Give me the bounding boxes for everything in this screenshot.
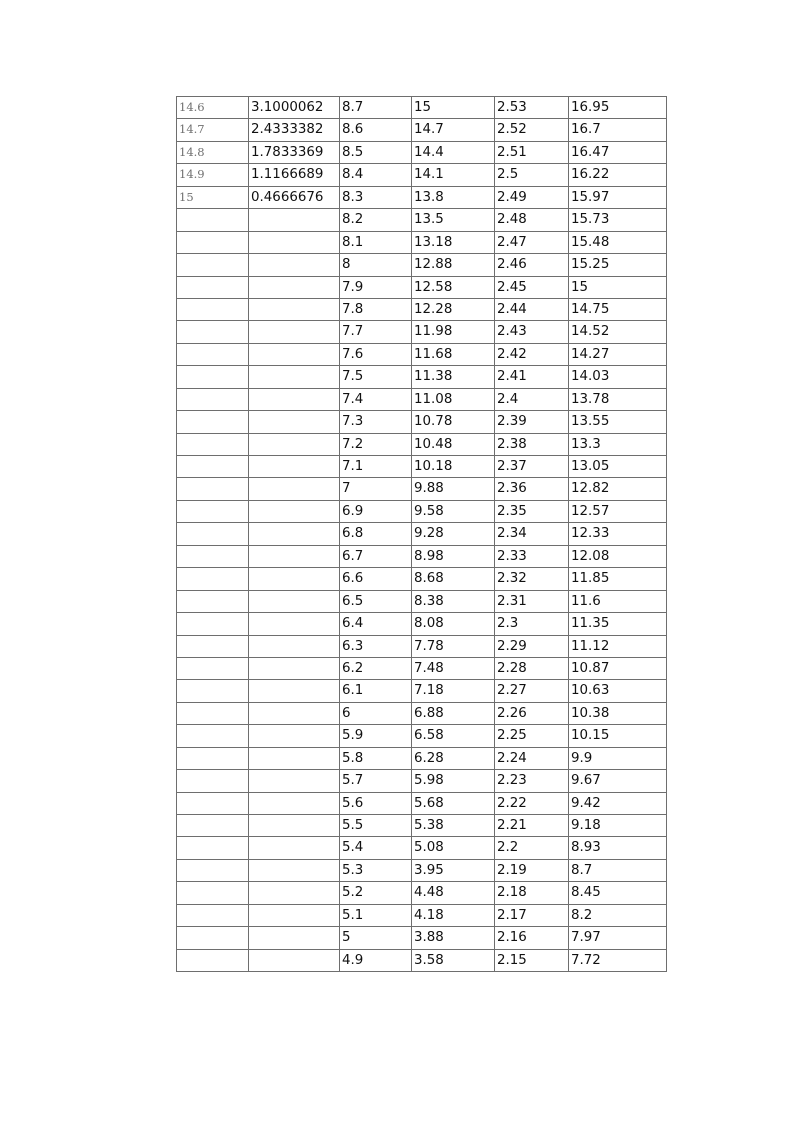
table-cell: 2.37 bbox=[495, 456, 569, 478]
table-cell bbox=[249, 590, 340, 612]
table-cell bbox=[249, 882, 340, 904]
table-cell bbox=[249, 747, 340, 769]
table-cell: 2.42 bbox=[495, 343, 569, 365]
table-cell: 11.35 bbox=[569, 613, 667, 635]
table-cell: 7.97 bbox=[569, 927, 667, 949]
table-cell: 9.18 bbox=[569, 815, 667, 837]
table-cell: 12.82 bbox=[569, 478, 667, 500]
table-cell bbox=[249, 702, 340, 724]
table-cell: 12.88 bbox=[412, 254, 495, 276]
table-cell: 14.9 bbox=[177, 164, 249, 186]
table-row bbox=[177, 613, 667, 635]
table-cell: 6.5 bbox=[340, 590, 412, 612]
table-cell: 13.05 bbox=[569, 456, 667, 478]
table-cell: 3.88 bbox=[412, 927, 495, 949]
table-cell bbox=[177, 545, 249, 567]
table-cell: 15.73 bbox=[569, 209, 667, 231]
table-cell bbox=[177, 590, 249, 612]
table-cell: 5.4 bbox=[340, 837, 412, 859]
table-cell: 2.25 bbox=[495, 725, 569, 747]
table-cell bbox=[177, 613, 249, 635]
table-cell bbox=[177, 343, 249, 365]
table-cell: 5.9 bbox=[340, 725, 412, 747]
table-cell: 6.28 bbox=[412, 747, 495, 769]
table-cell: 6.7 bbox=[340, 545, 412, 567]
table-cell bbox=[249, 209, 340, 231]
table-cell: 5.08 bbox=[412, 837, 495, 859]
table-row bbox=[177, 164, 667, 186]
table-cell: 5.98 bbox=[412, 770, 495, 792]
table-row bbox=[177, 815, 667, 837]
table-cell: 8.93 bbox=[569, 837, 667, 859]
table-cell bbox=[177, 904, 249, 926]
table-cell: 10.18 bbox=[412, 456, 495, 478]
table-row bbox=[177, 568, 667, 590]
table-row bbox=[177, 500, 667, 522]
table-cell bbox=[177, 680, 249, 702]
table-row bbox=[177, 904, 667, 926]
table-cell: 2.48 bbox=[495, 209, 569, 231]
table-cell: 14.6 bbox=[177, 97, 249, 119]
table-row bbox=[177, 388, 667, 410]
table-cell bbox=[249, 254, 340, 276]
table-cell bbox=[177, 366, 249, 388]
table-row bbox=[177, 882, 667, 904]
table-cell bbox=[249, 815, 340, 837]
table-cell: 6.3 bbox=[340, 635, 412, 657]
table-row bbox=[177, 411, 667, 433]
table-cell: 7.5 bbox=[340, 366, 412, 388]
table-row bbox=[177, 927, 667, 949]
table-cell: 7.2 bbox=[340, 433, 412, 455]
table-cell: 2.46 bbox=[495, 254, 569, 276]
table-cell: 10.38 bbox=[569, 702, 667, 724]
table-cell: 2.22 bbox=[495, 792, 569, 814]
table-cell: 2.35 bbox=[495, 500, 569, 522]
table-cell: 7.72 bbox=[569, 949, 667, 971]
table-row bbox=[177, 321, 667, 343]
table-row bbox=[177, 770, 667, 792]
table-cell: 10.78 bbox=[412, 411, 495, 433]
table-cell: 2.33 bbox=[495, 545, 569, 567]
table-cell: 2.18 bbox=[495, 882, 569, 904]
table-cell: 14.1 bbox=[412, 164, 495, 186]
table-cell: 15 bbox=[412, 97, 495, 119]
table-row bbox=[177, 859, 667, 881]
table-cell: 2.19 bbox=[495, 859, 569, 881]
table-cell: 2.24 bbox=[495, 747, 569, 769]
table-cell: 2.28 bbox=[495, 657, 569, 679]
table-row bbox=[177, 298, 667, 320]
table-cell: 8.98 bbox=[412, 545, 495, 567]
table-cell bbox=[249, 411, 340, 433]
table-cell: 8.2 bbox=[569, 904, 667, 926]
table-cell bbox=[177, 209, 249, 231]
table-cell: 8 bbox=[340, 254, 412, 276]
table-cell: 16.22 bbox=[569, 164, 667, 186]
table-row bbox=[177, 837, 667, 859]
table-cell: 5.1 bbox=[340, 904, 412, 926]
table-cell: 2.41 bbox=[495, 366, 569, 388]
table-cell bbox=[177, 231, 249, 253]
table-cell: 2.44 bbox=[495, 298, 569, 320]
table-row bbox=[177, 343, 667, 365]
table-cell bbox=[177, 725, 249, 747]
table-cell: 16.47 bbox=[569, 141, 667, 163]
table-cell bbox=[177, 949, 249, 971]
table-cell bbox=[177, 815, 249, 837]
table-cell bbox=[249, 613, 340, 635]
table-cell: 2.51 bbox=[495, 141, 569, 163]
table-row bbox=[177, 209, 667, 231]
table-cell bbox=[249, 231, 340, 253]
table-cell: 2.5 bbox=[495, 164, 569, 186]
table-cell bbox=[177, 792, 249, 814]
table-cell bbox=[249, 792, 340, 814]
table-row bbox=[177, 231, 667, 253]
table-cell bbox=[249, 635, 340, 657]
table-cell: 7.78 bbox=[412, 635, 495, 657]
table-cell: 13.3 bbox=[569, 433, 667, 455]
table-cell: 9.42 bbox=[569, 792, 667, 814]
table-cell: 4.9 bbox=[340, 949, 412, 971]
table-cell: 13.78 bbox=[569, 388, 667, 410]
table-cell: 13.55 bbox=[569, 411, 667, 433]
table-cell bbox=[177, 321, 249, 343]
table-row bbox=[177, 747, 667, 769]
table-cell: 1.1166689 bbox=[249, 164, 340, 186]
table-cell bbox=[177, 635, 249, 657]
table-cell bbox=[249, 500, 340, 522]
table-cell: 0.4666676 bbox=[249, 186, 340, 208]
table-cell bbox=[177, 276, 249, 298]
table-cell: 1.7833369 bbox=[249, 141, 340, 163]
table-row bbox=[177, 141, 667, 163]
table-cell: 6.9 bbox=[340, 500, 412, 522]
table-cell: 6.88 bbox=[412, 702, 495, 724]
table-cell: 11.85 bbox=[569, 568, 667, 590]
table-cell: 5.2 bbox=[340, 882, 412, 904]
table-cell bbox=[177, 478, 249, 500]
table-cell: 7.3 bbox=[340, 411, 412, 433]
table-cell: 7.9 bbox=[340, 276, 412, 298]
table-cell: 12.33 bbox=[569, 523, 667, 545]
table-cell: 15.97 bbox=[569, 186, 667, 208]
table-cell bbox=[177, 747, 249, 769]
table-cell: 4.48 bbox=[412, 882, 495, 904]
table-cell bbox=[177, 657, 249, 679]
table-cell bbox=[249, 321, 340, 343]
table-cell: 7.1 bbox=[340, 456, 412, 478]
table-cell: 2.31 bbox=[495, 590, 569, 612]
table-cell: 11.12 bbox=[569, 635, 667, 657]
table-cell: 5 bbox=[340, 927, 412, 949]
table-cell bbox=[177, 770, 249, 792]
table-cell: 2.4333382 bbox=[249, 119, 340, 141]
table-row bbox=[177, 702, 667, 724]
table-cell: 8.7 bbox=[569, 859, 667, 881]
table-cell: 14.8 bbox=[177, 141, 249, 163]
table-cell: 12.28 bbox=[412, 298, 495, 320]
table-cell: 8.3 bbox=[340, 186, 412, 208]
table-cell: 3.95 bbox=[412, 859, 495, 881]
table-cell bbox=[177, 500, 249, 522]
table-row bbox=[177, 523, 667, 545]
table-cell: 8.45 bbox=[569, 882, 667, 904]
table-row bbox=[177, 680, 667, 702]
table-cell: 12.58 bbox=[412, 276, 495, 298]
table-cell: 6.8 bbox=[340, 523, 412, 545]
data-table bbox=[176, 96, 667, 972]
table-cell: 2.49 bbox=[495, 186, 569, 208]
table-row bbox=[177, 657, 667, 679]
table-cell: 2.32 bbox=[495, 568, 569, 590]
table-cell bbox=[249, 456, 340, 478]
table-cell: 9.28 bbox=[412, 523, 495, 545]
table-cell: 8.4 bbox=[340, 164, 412, 186]
table-cell: 3.1000062 bbox=[249, 97, 340, 119]
table-cell bbox=[177, 523, 249, 545]
table-cell: 16.95 bbox=[569, 97, 667, 119]
table-cell: 5.38 bbox=[412, 815, 495, 837]
table-cell: 11.6 bbox=[569, 590, 667, 612]
table-cell: 2.17 bbox=[495, 904, 569, 926]
table-row bbox=[177, 276, 667, 298]
table-row bbox=[177, 949, 667, 971]
table-cell: 10.48 bbox=[412, 433, 495, 455]
table-cell: 11.98 bbox=[412, 321, 495, 343]
table-cell: 9.58 bbox=[412, 500, 495, 522]
table-cell: 13.5 bbox=[412, 209, 495, 231]
table-cell bbox=[249, 433, 340, 455]
table-cell: 2.34 bbox=[495, 523, 569, 545]
table-row bbox=[177, 433, 667, 455]
table-cell: 2.26 bbox=[495, 702, 569, 724]
table-row bbox=[177, 97, 667, 119]
table-cell bbox=[249, 276, 340, 298]
table-cell: 2.27 bbox=[495, 680, 569, 702]
table-cell: 7.8 bbox=[340, 298, 412, 320]
table-cell bbox=[249, 904, 340, 926]
table-cell: 11.38 bbox=[412, 366, 495, 388]
table-cell: 15 bbox=[177, 186, 249, 208]
table-cell: 7.4 bbox=[340, 388, 412, 410]
table-cell: 15 bbox=[569, 276, 667, 298]
table-cell bbox=[249, 725, 340, 747]
table-cell bbox=[249, 680, 340, 702]
table-cell bbox=[177, 411, 249, 433]
table-cell: 3.58 bbox=[412, 949, 495, 971]
table-cell: 10.87 bbox=[569, 657, 667, 679]
table-cell: 7 bbox=[340, 478, 412, 500]
table-cell bbox=[177, 433, 249, 455]
table-cell: 6.6 bbox=[340, 568, 412, 590]
table-cell bbox=[177, 568, 249, 590]
table-cell bbox=[177, 837, 249, 859]
table-row bbox=[177, 186, 667, 208]
table-cell: 6.4 bbox=[340, 613, 412, 635]
table-cell bbox=[249, 837, 340, 859]
table-row bbox=[177, 366, 667, 388]
table-row bbox=[177, 254, 667, 276]
table-row bbox=[177, 478, 667, 500]
table-cell: 15.48 bbox=[569, 231, 667, 253]
table-cell: 5.3 bbox=[340, 859, 412, 881]
table-cell: 2.16 bbox=[495, 927, 569, 949]
table-cell: 9.88 bbox=[412, 478, 495, 500]
table-cell: 5.68 bbox=[412, 792, 495, 814]
table-cell bbox=[249, 949, 340, 971]
table-cell: 14.03 bbox=[569, 366, 667, 388]
table-cell: 7.6 bbox=[340, 343, 412, 365]
table-cell: 2.3 bbox=[495, 613, 569, 635]
table-row bbox=[177, 119, 667, 141]
table-cell: 16.7 bbox=[569, 119, 667, 141]
table-cell: 12.57 bbox=[569, 500, 667, 522]
table-cell: 13.18 bbox=[412, 231, 495, 253]
table-row bbox=[177, 545, 667, 567]
table-cell: 2.21 bbox=[495, 815, 569, 837]
table-cell: 11.08 bbox=[412, 388, 495, 410]
table-row bbox=[177, 725, 667, 747]
table-row bbox=[177, 456, 667, 478]
table-cell: 8.38 bbox=[412, 590, 495, 612]
table-cell: 2.15 bbox=[495, 949, 569, 971]
table-cell: 14.52 bbox=[569, 321, 667, 343]
table-cell: 8.68 bbox=[412, 568, 495, 590]
table-cell: 14.4 bbox=[412, 141, 495, 163]
table-cell: 5.8 bbox=[340, 747, 412, 769]
table-cell: 7.48 bbox=[412, 657, 495, 679]
table-cell bbox=[249, 545, 340, 567]
table-row bbox=[177, 590, 667, 612]
table-cell: 13.8 bbox=[412, 186, 495, 208]
table-cell: 7.18 bbox=[412, 680, 495, 702]
table-cell: 10.15 bbox=[569, 725, 667, 747]
table-cell: 14.7 bbox=[412, 119, 495, 141]
table-cell: 8.1 bbox=[340, 231, 412, 253]
table-cell: 4.18 bbox=[412, 904, 495, 926]
table-cell: 9.9 bbox=[569, 747, 667, 769]
table-cell: 2.4 bbox=[495, 388, 569, 410]
table-cell bbox=[249, 478, 340, 500]
table-cell bbox=[249, 568, 340, 590]
table-cell: 10.63 bbox=[569, 680, 667, 702]
table-cell bbox=[177, 927, 249, 949]
table-cell: 2.39 bbox=[495, 411, 569, 433]
table-cell: 6 bbox=[340, 702, 412, 724]
table-cell bbox=[177, 254, 249, 276]
table-cell: 2.53 bbox=[495, 97, 569, 119]
table-cell bbox=[177, 859, 249, 881]
table-cell: 2.47 bbox=[495, 231, 569, 253]
table-cell: 6.58 bbox=[412, 725, 495, 747]
table-cell: 8.08 bbox=[412, 613, 495, 635]
table-cell: 2.52 bbox=[495, 119, 569, 141]
table-cell: 9.67 bbox=[569, 770, 667, 792]
table-cell: 8.5 bbox=[340, 141, 412, 163]
table-cell bbox=[249, 859, 340, 881]
table-cell: 6.2 bbox=[340, 657, 412, 679]
table-cell: 5.7 bbox=[340, 770, 412, 792]
table-cell: 8.2 bbox=[340, 209, 412, 231]
table-cell bbox=[249, 657, 340, 679]
table-cell: 2.43 bbox=[495, 321, 569, 343]
table-cell: 7.7 bbox=[340, 321, 412, 343]
table-cell: 8.6 bbox=[340, 119, 412, 141]
table-cell: 15.25 bbox=[569, 254, 667, 276]
table-cell bbox=[177, 298, 249, 320]
table-body bbox=[177, 97, 667, 972]
table-cell: 14.75 bbox=[569, 298, 667, 320]
table-cell: 2.45 bbox=[495, 276, 569, 298]
table-cell bbox=[177, 456, 249, 478]
table-cell bbox=[249, 388, 340, 410]
table-cell bbox=[249, 523, 340, 545]
table-cell: 11.68 bbox=[412, 343, 495, 365]
table-cell: 2.23 bbox=[495, 770, 569, 792]
table-cell: 12.08 bbox=[569, 545, 667, 567]
table-cell: 5.5 bbox=[340, 815, 412, 837]
table-cell: 2.38 bbox=[495, 433, 569, 455]
table-cell: 14.7 bbox=[177, 119, 249, 141]
table-row bbox=[177, 635, 667, 657]
table-cell bbox=[249, 366, 340, 388]
table-cell: 2.2 bbox=[495, 837, 569, 859]
table-row bbox=[177, 792, 667, 814]
table-cell bbox=[249, 927, 340, 949]
table-cell: 5.6 bbox=[340, 792, 412, 814]
table-cell: 8.7 bbox=[340, 97, 412, 119]
table-cell: 2.29 bbox=[495, 635, 569, 657]
table-cell bbox=[249, 770, 340, 792]
table-cell bbox=[177, 388, 249, 410]
table-cell: 14.27 bbox=[569, 343, 667, 365]
table-cell bbox=[249, 343, 340, 365]
table-cell bbox=[177, 882, 249, 904]
table-cell: 6.1 bbox=[340, 680, 412, 702]
table-cell bbox=[249, 298, 340, 320]
table-cell: 2.36 bbox=[495, 478, 569, 500]
table-cell bbox=[177, 702, 249, 724]
